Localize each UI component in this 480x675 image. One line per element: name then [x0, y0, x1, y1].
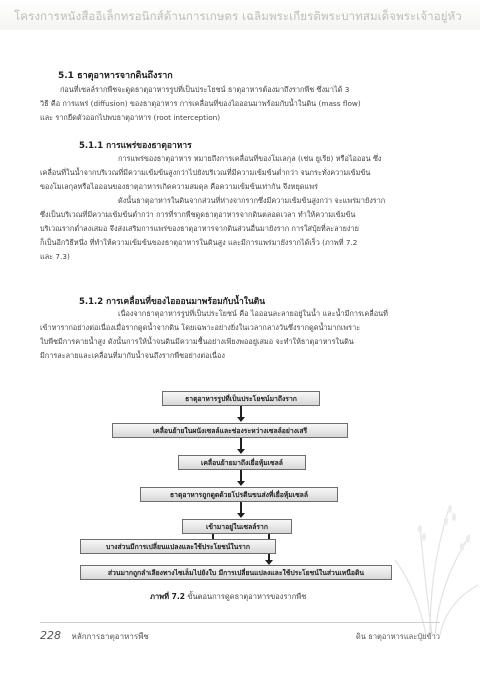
section-5-1-1-paragraph	[40, 152, 442, 264]
text-line: ซึ่งเป็นบริเวณที่มีความเข้มข้นต่ำกว่า การที่รากพืชดูดธาตุอาหารจากดินตลอดเวลา ทำให้ความเข้มข้น	[40, 210, 356, 219]
text-line: วิธี คือ การแพร่ (diffusion) ของธาตุอาหาร การเคลื่อนที่ของไอออนมาพร้อมกับน้ำในดิน (mass flow)	[40, 99, 361, 108]
flow-step-3: เคลื่อนย้ายมาถึงเยื่อหุ้มเซลล์	[178, 455, 306, 470]
text-line: เนื่องจากธาตุอาหารรูปที่เป็นประโยชน์ คือ ไอออนละลายอยู่ในน้ำ และน้ำมีการเคลื่อนที่	[118, 309, 388, 318]
footer-divider	[40, 622, 440, 623]
text-line: ของโมเลกุลหรือไอออนของธาตุอาหารเกิดความสมดุล คือความเข้มข้นเท่ากัน จึงหยุดแพร่	[40, 182, 318, 191]
section-5-1-heading: 5.1 ธาตุอาหารจากดินถึงราก	[58, 71, 173, 81]
flow-step-5: เข้ามาอยู่ในเซลล์ราก	[182, 519, 292, 534]
section-5-1-paragraph	[40, 83, 442, 125]
header-title: โครงการหนังสืออิเล็กทรอนิกส์ด้านการเกษตร เฉลิมพระเกียรติพระบาทสมเด็จพระเจ้าอยู่หัว	[14, 9, 462, 23]
section-5-1-2-heading: 5.1.2 การเคลื่อนที่ของไอออนมาพร้อมกับน้ำในดิน	[79, 297, 266, 307]
flow-step-4: ธาตุอาหารถูกดูดด้วยโปรตีนขนส่งที่เยื่อหุ้มเซลล์	[140, 487, 338, 502]
page-header	[0, 0, 480, 30]
flow-step-1: ธาตุอาหารรูปที่เป็นประโยชน์มาถึงราก	[162, 391, 320, 406]
text-line: ก็เป็นอีกวิธีหนึ่ง ที่ทำให้ความเข้มข้นของธาตุอาหารในดินสูง และมีการแพร่มายังรากได้เร็ว (ภาพที่ 7.2	[40, 238, 358, 247]
flow-step-7: ส่วนมากถูกลำเลียงทางไซเล็มไปยังใบ มีการเปลี่ยนแปลงและใช้ประโยชน์ในส่วนเหนือดิน	[80, 565, 392, 580]
flow-arrow	[240, 406, 242, 418]
text-line: เข้าหารากอย่างต่อเนื่องเมื่อรากดูดน้ำจากดิน โดยเฉพาะอย่างยิ่งในเวลากลางวันซึ่งรากดูดน้ำมากเพราะ	[40, 323, 361, 332]
text-line: และ รากยืดตัวออกไปพบธาตุอาหาร (root interception)	[40, 113, 221, 122]
text-line: มีการละลายและเคลื่อนที่มากับน้ำจนถึงรากพืชอย่างต่อเนื่อง	[40, 351, 225, 360]
rice-plant-illustration	[390, 485, 480, 635]
text-line: ก่อนที่เซลล์รากพืชจะดูดธาตุอาหารรูปที่เป็นประโยชน์ ธาตุอาหารต้องมาถึงรากพืช ซึ่งมาได้ 3	[60, 85, 350, 94]
section-5-1-2-paragraph	[40, 307, 442, 363]
text-line: ดังนั้นธาตุอาหารในดินจากส่วนที่ห่างจากรากซึ่งมีความเข้มข้นสูงกว่า จะแพร่มายังราก	[118, 196, 386, 205]
text-line: เคลื่อนที่ในน้ำจากบริเวณที่มีความเข้มข้นสูงกว่าไปยังบริเวณที่มีความเข้มข้นต่ำกว่า จนกระทั่งความเข้มข้น	[40, 168, 371, 177]
flow-step-2: เคลื่อนย้ายในผนังเซลล์และช่องระหว่างเซลล์อย่างเสรี	[112, 423, 348, 438]
text-line: ใบพืชมีการคายน้ำสูง ดังนั้นการให้น้ำจนดินมีความชื้นอย่างเพียงพออยู่เสมอ จะทำให้ธาตุอาหารในดิน	[40, 337, 354, 346]
figure-label: ภาพที่ 7.2	[150, 592, 185, 601]
footer-left	[40, 629, 149, 643]
section-5-1-1-heading: 5.1.1 การแพร่ของธาตุอาหาร	[79, 141, 192, 151]
figure-caption	[150, 591, 306, 603]
text-line: บริเวณรากต่ำลงเสมอ จึงส่งเสริมการแพร่ของธาตุอาหารจากดินส่วนอื่นมายังราก การใส่ปุ๋ยที่ละลายง่าย	[40, 224, 359, 233]
page-number: 228	[40, 629, 61, 642]
flow-arrow	[240, 438, 242, 450]
text-line: และ 7.3)	[40, 252, 70, 261]
flow-step-6: บางส่วนมีการเปลี่ยนแปลงและใช้ประโยชน์ในราก	[80, 539, 276, 554]
flow-arrow	[240, 470, 242, 482]
text-line: การแพร่ของธาตุอาหาร หมายถึงการเคลื่อนที่ของโมเลกุล (เช่น ยูเรีย) หรือไอออน ซึ่ง	[118, 154, 382, 163]
figure-caption-text: ขั้นตอนการดูดธาตุอาหารของรากพืช	[187, 592, 307, 601]
footer-chapter-title: ดิน ธาตุอาหารและปุ๋ยข้าว	[355, 632, 440, 641]
flow-arrow	[240, 502, 242, 514]
footer-book-title: หลักการธาตุอาหารพืช	[71, 632, 149, 641]
